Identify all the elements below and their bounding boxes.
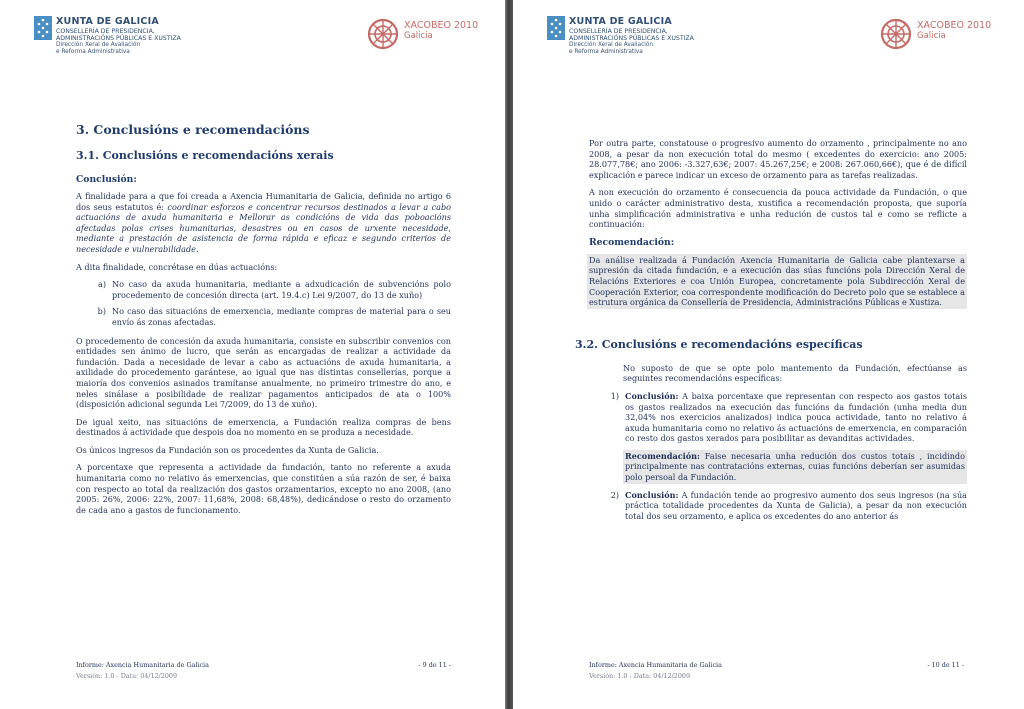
paragraph-income: Os únicos ingresos da Fundación son os procedentes da Xunta de Galicia.	[76, 444, 379, 455]
list-item-text: No caso da axuda humanitaria, mediante a adxudicación de subvencións polo procedemento de concesión directa (art. 19.4.c) Lei 9/2007, do 13 de xuño)	[112, 279, 451, 300]
list-marker: a)	[98, 279, 106, 290]
recommendation-label: Recomendación:	[625, 450, 700, 461]
paragraph-procedure: O procedemento de concesión da axuda humanitaria, consiste en subscribir convenios con entidades sen ánimo de lucro, que serán as encargadas de realizar a actividade da fundación. Dada a necesidade de levar a cabo as actuacións de axuda humanitaria, a axilidade do procedemento garántese, ao igual que nas distintas consellerías, porque a maioría dos convenios asinados tramítanse anualmente, no primeiro trimestre do ano, e neles sinálase a posibilidade de realizar pagamentos anticipados de ata o 100% (disposición adicional segunda Lei 7/2009, do 13 de xuño).	[76, 335, 451, 410]
xunta-logo-icon	[34, 16, 52, 40]
footer-version: Versión: 1.0 - Data: 04/12/2009	[76, 672, 178, 680]
list-item-text	[625, 490, 967, 522]
xunta-title: XUNTA DE GALICIA	[569, 16, 672, 27]
recommendation-box	[623, 450, 967, 484]
xacobeo-logo-icon	[367, 18, 399, 50]
page-header	[547, 16, 992, 66]
xunta-subtitle-1: CONSELLERÍA DE PRESIDENCIA,	[56, 28, 155, 35]
footer-page-number: - 10 de 11 -	[927, 661, 964, 669]
list-marker: b)	[97, 306, 106, 317]
xunta-subtitle-1: CONSELLERÍA DE PRESIDENCIA,	[569, 28, 668, 35]
list-item-body: A fundación tende ao progresivo aumento dos seus ingresos (na súa práctica totalidade procedentes da Xunta de Galicia), a pesar da non execución total dos seu orzamento, e aplica os excedentes do ano anterior ás	[625, 489, 967, 521]
paragraph-intro: No suposto de que se opte polo mantemento da Fundación, efectúanse as seguintes recomendacións específicas:	[623, 362, 967, 384]
paragraph-non-execution: A non execución do orzamento é consecuencia da pouca actividade da Fundación, o que unido o carácter administrativo desta, xustifica a recomendación proposta, que suporía unha simplificación administrativa e unha redución de custos tal e como se reflicte a continuación:	[589, 187, 967, 230]
list-item-body: A baixa porcentaxe que representan con respecto aos gastos totais os gastos realizados na execución das funcións da fundación (unha media dun 32,04% nos exercicios analizados) indica pouca actividade, tanto no relativo á axuda humanitaria como no relativo ás actuacións de emerxencia, en comparación co resto dos gastos xerados para posibilitar as devanditas actividades.	[625, 390, 967, 444]
footer-title: Informe: Axencia Humanitaria de Galicia	[76, 661, 209, 669]
list-item-text	[625, 391, 967, 444]
list-item	[76, 279, 451, 300]
page-footer	[589, 661, 964, 680]
page-footer	[76, 661, 451, 680]
section-heading: 3. Conclusións e recomendacións	[76, 122, 310, 137]
xunta-subtitle-2: ADMINISTRACIÓNS PÚBLICAS E XUSTIZA	[569, 35, 694, 43]
xunta-logo-icon	[547, 16, 565, 40]
xacobeo-logo-icon	[880, 18, 912, 50]
page-header	[34, 16, 479, 66]
list-item-label: Conclusión:	[625, 489, 679, 500]
list-marker: 1)	[610, 390, 619, 401]
paragraph-text: A finalidade para a que foi creada a Axencia Humanitaria de Galicia, definida no artigo 6 dos seus estatutos é:	[76, 191, 451, 212]
xunta-title: XUNTA DE GALICIA	[56, 16, 159, 27]
conclusion-label: Conclusión:	[76, 174, 137, 185]
paragraph-actions: A dita finalidade, concrétase en dúas actuacións:	[76, 261, 278, 272]
footer-page-number: - 9 de 11 -	[418, 661, 451, 669]
xunta-subtitle-4: e Reforma Administrativa	[56, 49, 130, 56]
xacobeo-title: XACOBEO 2010	[404, 20, 479, 31]
page-body	[575, 138, 967, 527]
paragraph-purpose	[76, 191, 451, 255]
recommendation-body: Faise necesaria unha redución dos custos totais , incidindo principalmente nas contratacións externas, cuias funcións deberían ser asumidas polo persoal da Fundación.	[625, 450, 965, 483]
paragraph-emergency: De igual xeito, nas situacións de emerxencia, a Fundación realiza compras de bens destinados á actividade que despois doa no momento en se produza a necesidade.	[76, 416, 451, 438]
list-item	[589, 490, 967, 522]
xunta-subtitle-2: ADMINISTRACIÓNS PÚBLICAS E XUSTIZA	[56, 35, 181, 43]
recommendation-label: Recomendación:	[589, 236, 675, 248]
recommendation-box: Da análise realizada á Fundación Axencia Humanitaria de Galicia cabe plantexarse a supresión da citada fundación, e a execución das súas funcións pola Dirección Xeral de Relacións Exteriores e coa Unión Europea, concretamente pola Subdirección Xeral de Cooperación Exterior, coa correspondente modificación do Decreto polo que se establece a estrutura orgánica da Consellería de Presidencia, Administracións Públicas e Xustiza.	[589, 254, 965, 308]
paragraph-percentage: A porcentaxe que representa a actividade da fundación, tanto no referente a axuda humanitaria como no relativo ás emerxencias, que constitúen a súa razón de ser, é baixa con respecto ao total da realización dos gastos orzamentarios, excepto no ano 2008, (ano 2005: 26%, 2006: 22%, 2007: 11,68%, 2008: 68,48%), dedicándose o resto do orzamento de cada ano a gastos de funcionamento.	[76, 462, 451, 515]
xacobeo-subtitle: Galicia	[404, 31, 433, 41]
footer-title: Informe: Axencia Humanitaria de Galicia	[589, 661, 722, 669]
list-item	[76, 306, 451, 327]
document-page-left	[0, 0, 505, 709]
list-item	[589, 391, 967, 444]
xacobeo-title: XACOBEO 2010	[917, 20, 992, 31]
xunta-subtitle-3: Dirección Xeral de Avaliación	[569, 42, 654, 49]
list-item-label: Conclusión:	[625, 390, 679, 401]
list-marker: 2)	[610, 489, 619, 500]
xunta-subtitle-3: Dirección Xeral de Avaliación	[56, 42, 141, 49]
footer-version: Versión: 1.0 - Data: 04/12/2009	[589, 672, 691, 680]
list-item-text: No caso das situacións de emerxencia, mediante compras de material para o seu envío ás zonas afectadas.	[112, 306, 451, 327]
paragraph-italic-text: coordinar esforzos e concentrar recursos destinados a levar a cabo actuacións de axuda humanitaria e Mellorar as condicións de vida das poboacións afectadas polas crises humanitarias, desastres ou en casos de urxente necesidade, mediante a prestación de asistencia de forma rápida e eficaz e segundo criterios de necesidade e vulnerabilidade.	[76, 201, 451, 254]
xunta-subtitle-4: e Reforma Administrativa	[569, 49, 643, 56]
document-page-right	[513, 0, 1024, 709]
subsection-heading: 3.1. Conclusións e recomendacións xerais	[76, 149, 334, 162]
list-item-recommendation	[589, 450, 967, 484]
page-body	[76, 122, 451, 522]
subsection-heading: 3.2. Conclusións e recomendacións específicas	[575, 337, 863, 351]
paragraph-budget: Por outra parte, constatouse o progresivo aumento do orzamento , principalmente no ano 2008, a pesar da non execución total do mesmo ( excedentes do exercicio: ano 2005: 28.077,78€; ano 2006: -3.327,63€; 2007: 45.267,25€; e 2008: 267.060,66€), que é de difícil explicación e parece indicar un exceso de orzamento para as tarefas realizadas.	[589, 138, 967, 180]
page-divider	[505, 0, 513, 709]
xacobeo-subtitle: Galicia	[917, 31, 946, 41]
